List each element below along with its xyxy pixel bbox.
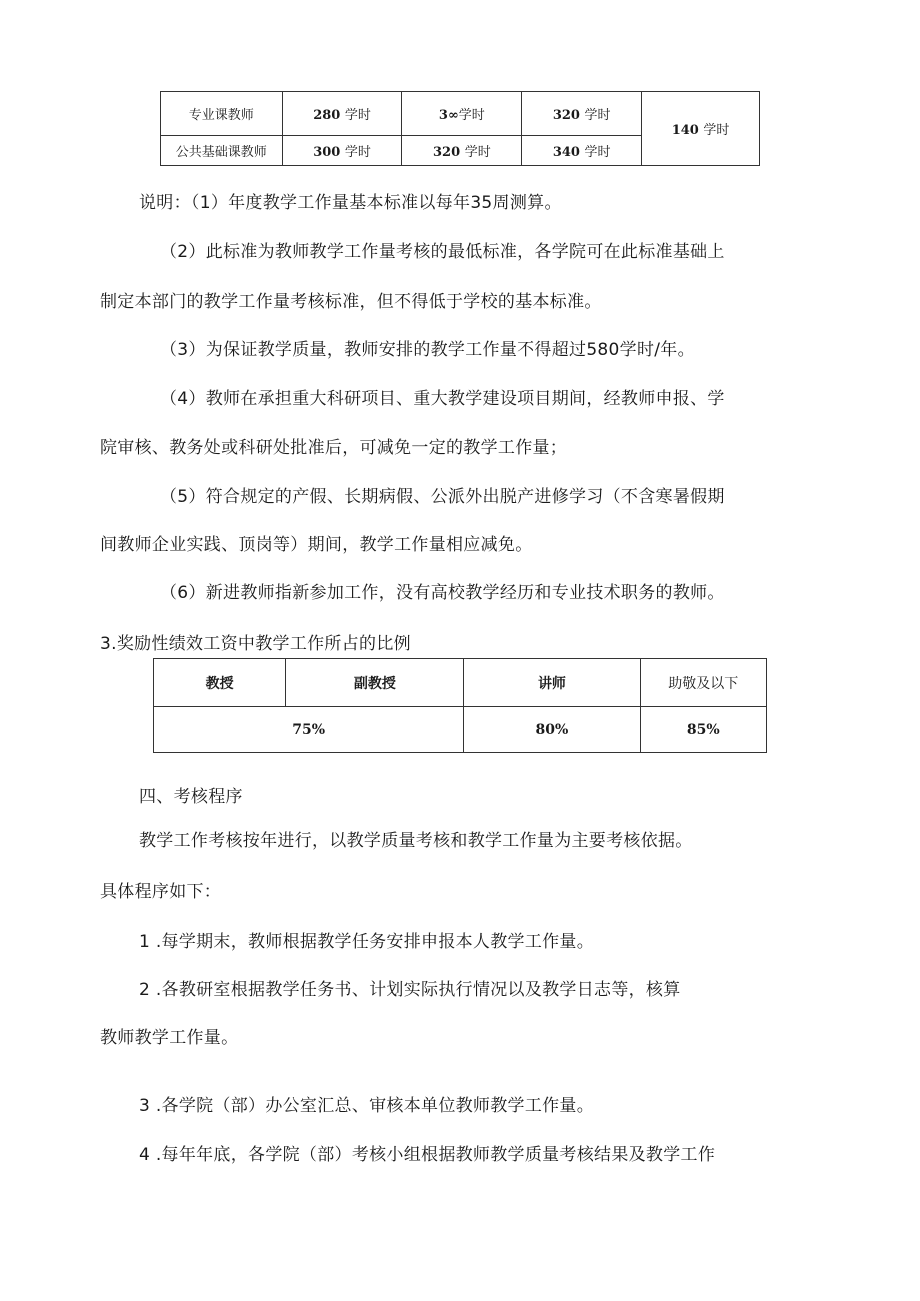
note-6: （6）新进教师指新参加工作，没有高校教学经历和专业技术职务的教师。: [160, 583, 725, 603]
step-3: 3 .各学院（部）办公室汇总、审核本单位教师教学工作量。: [139, 1096, 595, 1116]
header-lecturer: 讲师: [464, 659, 640, 707]
section-3-title: 3.奖励性绩效工资中教学工作所占的比例: [100, 634, 411, 654]
row-label-public: 公共基础课教师: [161, 136, 283, 166]
note-1: 说明：（1）年度教学工作量基本标准以每年35周测算。: [139, 193, 562, 213]
section-4-intro-line1: 教学工作考核按年进行，以教学质量考核和教学工作量为主要考核依据。: [139, 831, 693, 851]
header-assistant: 助敬及以下: [640, 659, 766, 707]
header-associate-professor: 副教授: [286, 659, 464, 707]
value-lecturer: 80%: [464, 707, 640, 753]
section-4-title: 四、考核程序: [139, 787, 243, 807]
cell-professional-2: 3∞学时: [402, 92, 522, 136]
value-professor-associate: 75%: [154, 707, 464, 753]
note-2-line1: （2）此标准为教师教学工作量考核的最低标准，各学院可在此标准基础上: [160, 242, 725, 262]
cell-public-1: 300 学时: [282, 136, 402, 166]
note-3: （3）为保证教学质量，教师安排的教学工作量不得超过580学时/年。: [160, 340, 695, 360]
cell-professional-1: 280 学时: [282, 92, 402, 136]
cell-public-3: 340 学时: [522, 136, 642, 166]
workload-table: [160, 91, 760, 166]
step-4: 4 .每年年底，各学院（部）考核小组根据教师教学质量考核结果及教学工作: [139, 1145, 716, 1165]
cell-merged: 140 学时: [642, 92, 760, 166]
note-5-line2: 间教师企业实践、顶岗等）期间，教学工作量相应减免。: [100, 535, 533, 555]
row-label-professional: 专业课教师: [161, 92, 283, 136]
cell-professional-3: 320 学时: [522, 92, 642, 136]
cell-public-2: 320 学时: [402, 136, 522, 166]
note-4-line1: （4）教师在承担重大科研项目、重大教学建设项目期间，经教师申报、学: [160, 389, 725, 409]
step-1: 1 .每学期末，教师根据教学任务安排申报本人教学工作量。: [139, 932, 595, 952]
ratio-table: [153, 658, 767, 753]
step-2-line1: 2 .各教研室根据教学任务书、计划实际执行情况以及教学日志等，核算: [139, 980, 681, 1000]
value-assistant: 85%: [640, 707, 766, 753]
note-2-line2: 制定本部门的教学工作量考核标准，但不得低于学校的基本标准。: [100, 292, 602, 312]
header-professor: 教授: [154, 659, 286, 707]
note-4-line2: 院审核、教务处或科研处批准后，可减免一定的教学工作量；: [100, 438, 568, 458]
step-2-line2: 教师教学工作量。: [100, 1028, 239, 1048]
note-5-line1: （5）符合规定的产假、长期病假、公派外出脱产进修学习（不含寒暑假期: [160, 487, 725, 507]
section-4-intro-line2: 具体程序如下：: [100, 882, 222, 902]
